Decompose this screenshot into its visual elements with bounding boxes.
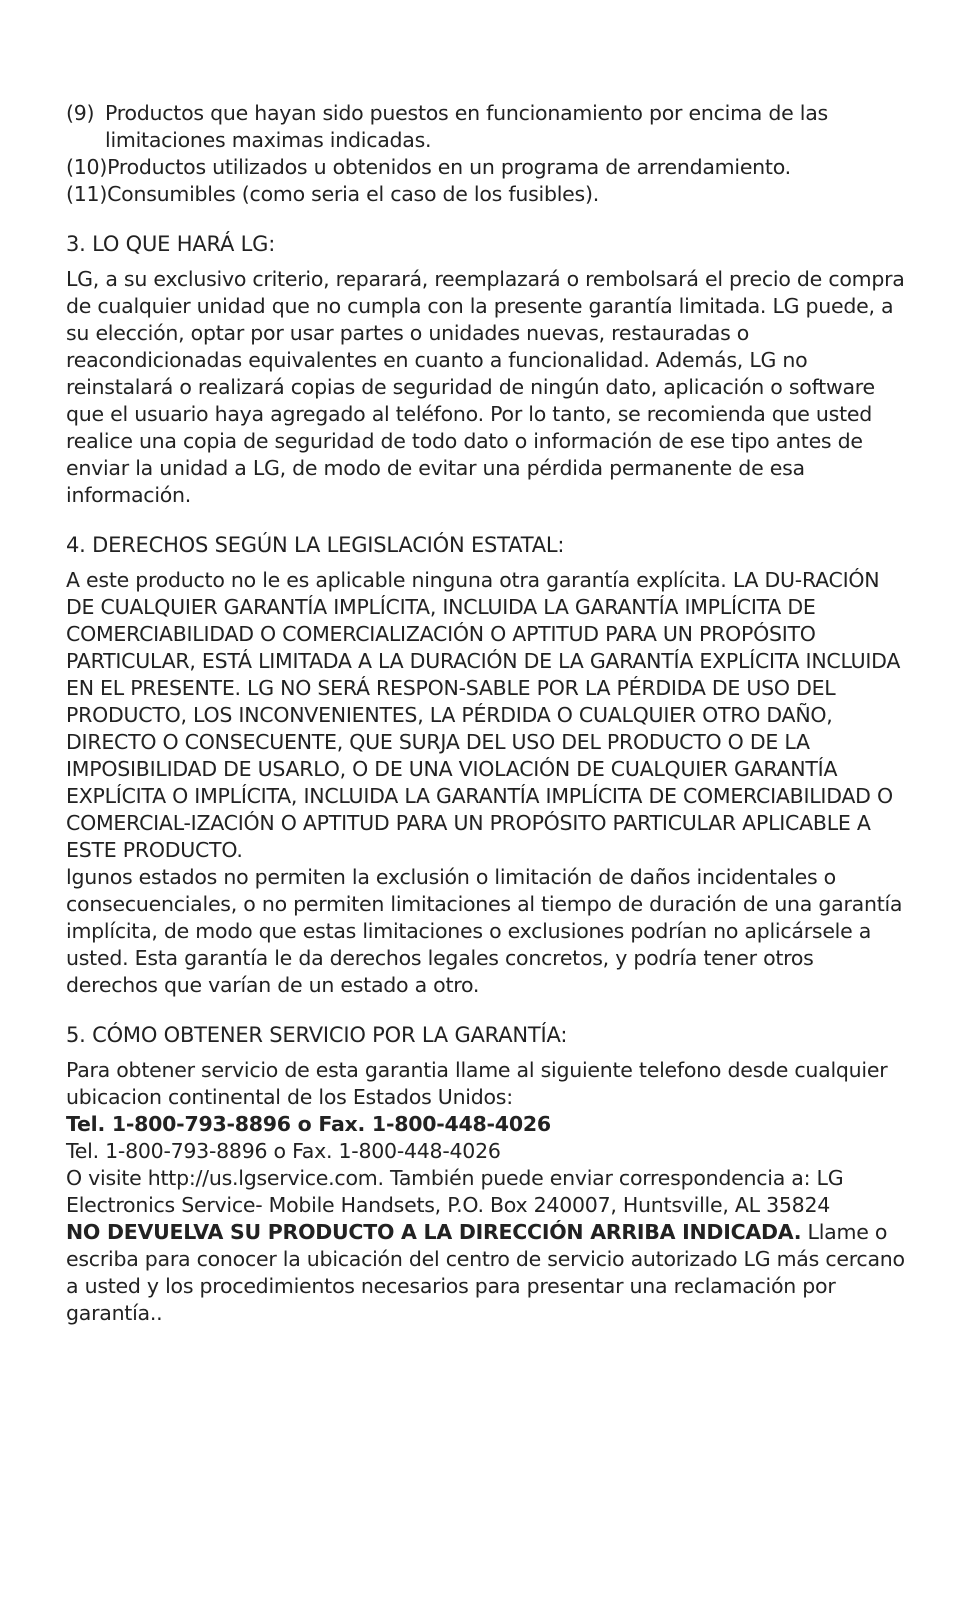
list-item	[66, 154, 906, 181]
list-item-number: (11)	[66, 182, 108, 206]
section-5-intro: Para obtener servicio de esta garantia llame al siguiente telefono desde cualquier ubicacion continental de los Estados Unidos:	[66, 1058, 888, 1109]
section-4-body-lower: lgunos estados no permiten la exclusión o limitación de daños incidentales o consecuenciales, o no permiten limitaciones al tiempo de duración de una garantía implícita, de modo que estas limitaciones o exclusiones podrían no aplicársele a usted. Esta garantía le da derechos legales concretos, y podría tener otros derechos que varían de un estado a otro.	[66, 865, 903, 997]
section-5-heading: 5. CÓMO OBTENER SERVICIO POR LA GARANTÍA:	[66, 1023, 568, 1047]
list-item-text: Productos utilizados u obtenidos en un programa de arrendamiento.	[107, 155, 791, 179]
list-item	[66, 100, 906, 154]
phone-line: Tel. 1-800-793-8896 o Fax. 1-800-448-4026	[66, 1139, 501, 1163]
list-item-text: Productos que hayan sido puestos en funcionamiento por encima de las limitaciones maximas indicadas.	[105, 101, 828, 152]
section-4-heading: 4. DERECHOS SEGÚN LA LEGISLACIÓN ESTATAL:	[66, 533, 565, 557]
return-warning-bold: NO DEVUELVA SU PRODUCTO A LA DIRECCIÓN ARRIBA INDICADA.	[66, 1220, 802, 1244]
exclusions-list	[66, 100, 906, 208]
section-3-body: LG, a su exclusivo criterio, reparará, reemplazará o rembolsará el precio de compra de cualquier unidad que no cumpla con la presente garantía limitada. LG puede, a su elección, optar por usar partes o unidades nuevas, restauradas o reacondicionadas equivalentes en cuanto a funcionalidad. Además, LG no reinstalará o realizará copias de seguridad de ningún dato, aplicación o software que el usuario haya agregado al teléfono. Por lo tanto, se recomienda que usted realice una copia de seguridad de todo dato o información de ese tipo antes de enviar la unidad a LG, de modo de evitar una pérdida permanente de esa información.	[66, 267, 905, 507]
warranty-page	[66, 100, 906, 1327]
visit-address: O visite http://us.lgservice.com. También puede enviar correspondencia a: LG Electronics Service- Mobile Handsets, P.O. Box 240007, Huntsville, AL 35824	[66, 1166, 844, 1217]
list-item	[66, 181, 906, 208]
list-item-number: (9)	[66, 101, 95, 125]
return-warning-text: Llame o escriba para conocer la ubicación del centro de servicio autorizado LG más cercano a usted y los procedimientos necesarios para presentar una reclamación por garantía..	[66, 1220, 905, 1325]
return-warning	[66, 1219, 906, 1327]
section-4-body-upper: A este producto no le es aplicable ninguna otra garantía explícita. LA DU-RACIÓN DE CUALQUIER GARANTÍA IMPLÍCITA, INCLUIDA LA GARANTÍA IMPLÍCITA DE COMERCIABILIDAD O COMERCIALIZACIÓN O APTITUD PARA UN PROPÓSITO PARTICULAR, ESTÁ LIMITADA A LA DURACIÓN DE LA GARANTÍA EXPLÍCITA INCLUIDA EN EL PRESENTE. LG NO SERÁ RESPON-SABLE POR LA PÉRDIDA DE USO DEL PRODUCTO, LOS INCONVENIENTES, LA PÉRDIDA O CUALQUIER OTRO DAÑO, DIRECTO O CONSECUENTE, QUE SURJA DEL USO DEL PRODUCTO O DE LA IMPOSIBILIDAD DE USARLO, O DE UNA VIOLACIÓN DE CUALQUIER GARANTÍA EXPLÍCITA O IMPLÍCITA, INCLUIDA LA GARANTÍA IMPLÍCITA DE COMERCIABILIDAD O COMERCIAL-IZACIÓN O APTITUD PARA UN PROPÓSITO PARTICULAR APLICABLE A ESTE PRODUCTO.	[66, 568, 901, 862]
phone-line-bold: Tel. 1-800-793-8896 o Fax. 1-800-448-4026	[66, 1112, 551, 1136]
section-3-heading: 3. LO QUE HARÁ LG:	[66, 232, 276, 256]
list-item-text: Consumibles (como seria el caso de los fusibles).	[107, 182, 599, 206]
list-item-number: (10)	[66, 155, 108, 179]
